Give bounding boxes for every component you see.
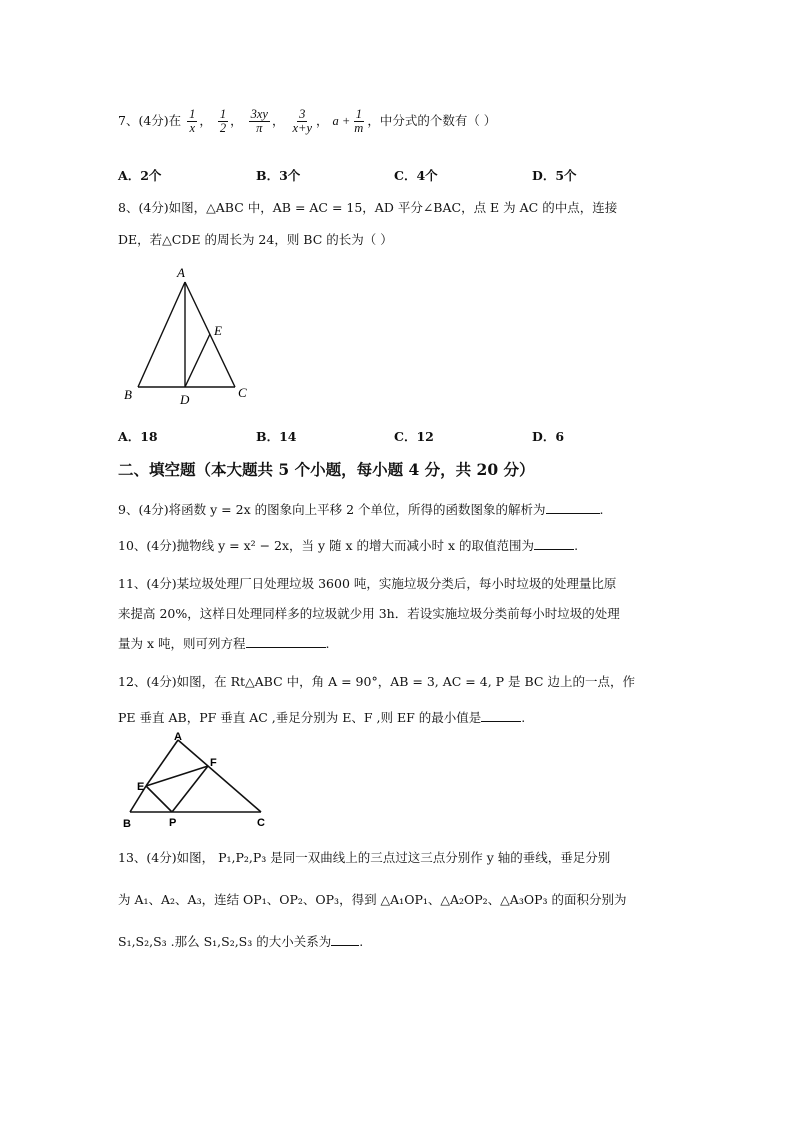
q8-line-1: 8、(4分)如图，△ABC 中，AB = AC = 15，AD 平分∠BAC，点 E 为 AC 的中点，连接 [118,200,618,215]
q9-answer-blank[interactable] [546,503,600,514]
q12-segment-ef [146,766,208,786]
q8-option-d[interactable]: D．6 [532,429,565,444]
q8-triangle-figure [118,260,258,410]
q12-segment-ac [178,740,261,812]
q7-option-d[interactable]: D．5个 [532,168,577,183]
q7-suffix: ，中分式的个数有（ ） [367,113,497,129]
q8-label-d: D [180,392,190,407]
q11-line-2: 来提高 20%，这样日处理同样多的垃圾就少用 3h．若设实施垃圾分类前每小时垃圾的处理 [118,606,620,621]
question-10: 10、(4分)抛物线 y = x² − 2x，当 y 随 x 的增大而减小时 x 的取值范围为 . [118,538,579,553]
q7-term-5-lead: a + [332,114,351,129]
q7-fraction-1: $\frac{1}{x}$ [189,107,196,136]
q8-line-2: DE，若△CDE 的周长为 24，则 BC 的长为（ ） [118,232,393,247]
q12-answer-blank[interactable] [481,711,521,722]
q8-label-c: C [238,385,247,400]
q7-fraction-5: $\frac{1}{m}$ [354,107,364,136]
q11-line-3: 量为 x 吨，则可列方程 [118,636,246,651]
q12-label-f: F [210,757,217,769]
q7-option-b[interactable]: B．3个 [256,168,301,183]
section-2-title: 二、填空题（本大题共 5 个小题，每小题 4 分，共 20 分） [118,460,535,479]
q13-answer-blank[interactable] [331,935,359,946]
q7-fraction-3: $\frac{3xy}{\pi}$ [250,107,268,136]
q12-segment-pf [172,766,208,812]
q7-prefix: 7、(4分)在 [118,113,182,129]
q8-segment-ab [138,282,185,387]
question-11-line-3: 量为 x 吨，则可列方程 . [118,636,330,651]
q8-option-c[interactable]: C．12 [394,429,434,444]
q10-answer-blank[interactable] [534,539,574,550]
q13-line-1: 13、(4分)如图， P₁,P₂,P₃ 是同一双曲线上的三点过这三点分别作 y 轴的垂线，垂足分别 [118,850,611,865]
q12-segment-ae [146,740,178,786]
q8-options [118,427,678,445]
question-12-line-2: PE 垂直 AB，PF 垂直 AC ,垂足分别为 E、F ,则 EF 的最小值是 . [118,710,526,725]
q7-options [118,166,678,184]
q11-answer-blank[interactable] [246,637,326,648]
q12-label-a: A [174,731,182,743]
q8-label-e: E [214,323,222,338]
q10-text: 10、(4分)抛物线 y = x² − 2x，当 y 随 x 的增大而减小时 x 的取值范围为 [118,538,535,553]
q7-option-c[interactable]: C．4个 [394,168,438,183]
question-7: 7、(4分)在 $\frac{1}{x}$ ， $\frac{1}{2}$ ， $\frac{3xy}{\pi}$ ， $\frac{3}{x+y}$ ， a + $\frac{1}{m}$ ，中分式的个数有（ ） [118,107,497,136]
q11-line-1: 11、(4分)某垃圾处理厂日处理垃圾 3600 吨，实施垃圾分类后，每小时垃圾的处理量比原 [118,576,617,591]
q12-label-c: C [257,817,265,829]
q12-triangle-figure [118,730,278,830]
q7-option-a[interactable]: A．2个 [118,168,162,183]
q12-line-1: 12、(4分)如图，在 Rt△ABC 中，角 A = 90°，AB = 3, AC = 4, P 是 BC 边上的一点，作 [118,674,635,689]
q13-line-2: 为 A₁、A₂、A₃，连结 OP₁、OP₂、OP₃，得到 △A₁OP₁、△A₂OP₂、△A₃OP₃ 的面积分别为 [118,892,627,907]
q9-text: 9、(4分)将函数 y = 2x 的图象向上平移 2 个单位，所得的函数图象的解析为 [118,502,546,517]
q7-fraction-2: $\frac{1}{2}$ [219,107,227,136]
q8-label-b: B [124,387,132,402]
q8-segment-de [185,334,210,387]
question-9: 9、(4分)将函数 y = 2x 的图象向上平移 2 个单位，所得的函数图象的解析为 . [118,502,604,517]
q12-label-e: E [137,781,145,793]
q7-fraction-4: $\frac{3}{x+y}$ [292,107,312,136]
q12-label-p: P [169,817,177,829]
q8-option-a[interactable]: A．18 [118,429,158,444]
q8-option-b[interactable]: B．14 [256,429,297,444]
q8-label-a: A [177,265,185,280]
q12-segment-pe [146,786,172,812]
question-13-line-3: S₁,S₂,S₃ .那么 S₁,S₂,S₃ 的大小关系为 . [118,934,364,949]
q13-line-3: S₁,S₂,S₃ .那么 S₁,S₂,S₃ 的大小关系为 [118,934,332,949]
q12-label-b: B [123,818,131,830]
q12-line-2: PE 垂直 AB，PF 垂直 AC ,垂足分别为 E、F ,则 EF 的最小值是 [118,710,482,725]
